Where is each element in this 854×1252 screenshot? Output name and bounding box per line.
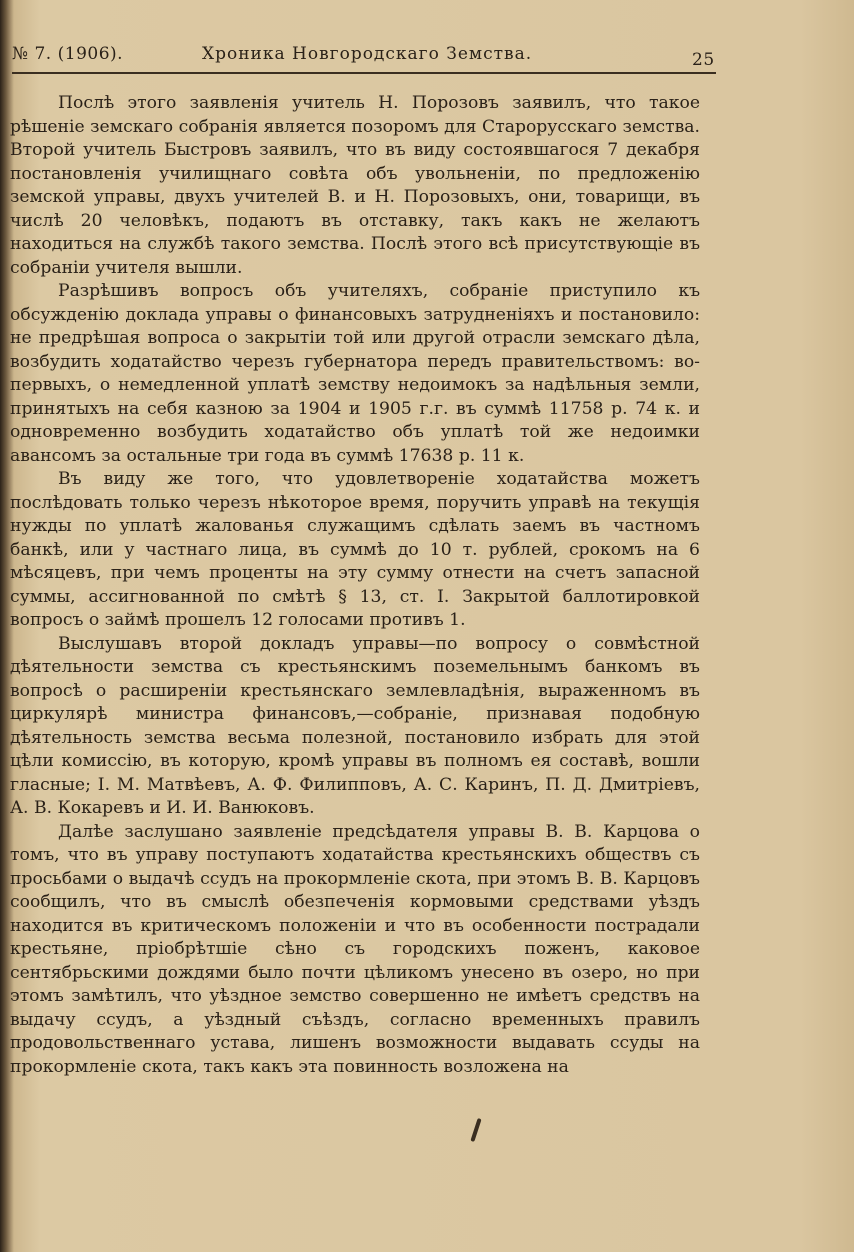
paragraph: Разрѣшивъ вопросъ объ учителяхъ, собраніе приступило къ обсужденію доклада управы о финансовыхъ затрудненіяхъ и постановило: не предрѣшая вопроса о закрытіи той или другой отрасли земскаго дѣла, возбудить ходатайство черезъ губернатора передъ правительствомъ: во-первыхъ, о немедленной уплатѣ земству недоимокъ за надѣльныя земли, принятыхъ на себя казною за 1904 и 1905 г.г. въ суммѣ 11758 р. 74 к. и одновременно возбудить ходатайство объ уплатѣ той же недоимки авансомъ за остальные три года въ суммѣ 17638 р. 11 к. [10, 281, 700, 466]
page-number: 25 [692, 50, 715, 70]
paragraph: Выслушавъ второй докладъ управы—по вопросу о совмѣстной дѣятельности земства съ крестьянскимъ поземельнымъ банкомъ въ вопросѣ о расширеніи крестьянскаго землевладѣнія, выраженномъ въ циркулярѣ министра финансовъ,—собраніе, признавая подобную дѣятельность земства весьма полезной, постановило избрать для этой цѣли комиссію, въ которую, кромѣ управы въ полномъ ея составѣ, вошли гласные; I. М. Матвѣевъ, А. Ф. Филипповъ, А. С. Каринъ, П. Д. Дмитріевъ, А. В. Кокаревъ и И. И. Ванюковъ. [10, 633, 700, 818]
paragraph: Въ виду же того, что удовлетвореніе ходатайства можетъ послѣдовать только черезъ нѣкоторое время, поручить управѣ на текущія нужды по уплатѣ жалованья служащимъ сдѣлать заемъ въ частномъ банкѣ, или у частнаго лица, въ суммѣ до 10 т. рублей, срокомъ на 6 мѣсяцевъ, при чемъ проценты на эту сумму отнести на счетъ запасной суммы, ассигнованной по смѣтѣ § 13, ст. I. Закрытой баллотировкой вопросъ о займѣ прошелъ 12 голосами противъ 1. [10, 469, 700, 630]
body-text [10, 92, 700, 1079]
running-header [12, 44, 715, 74]
header-rule [12, 72, 716, 74]
issue-number: № 7. (1906). [12, 44, 124, 64]
paragraph: Послѣ этого заявленія учитель Н. Порозовъ заявилъ, что такое рѣшеніе земскаго собранія является позоромъ для Старорусскаго земства. Второй учитель Быстровъ заявилъ, что въ виду состоявшагося 7 декабря постановленія училищнаго совѣта объ увольненіи, по предложенію земской управы, двухъ учителей В. и Н. Порозовыхъ, они, товарищи, въ числѣ 20 человѣкъ, подаютъ въ отставку, такъ какъ не желаютъ находиться на службѣ такого земства. Послѣ этого всѣ присутствующіе въ собраніи учителя вышли. [10, 93, 700, 278]
journal-title: Хроника Новгородскаго Земства. [202, 44, 533, 64]
paragraph: Далѣе заслушано заявленіе предсѣдателя управы В. В. Карцова о томъ, что въ управу поступаютъ ходатайства крестьянскихъ обществъ съ просьбами о выдачѣ ссудъ на прокормленіе скота, при этомъ В. В. Карцовъ сообщилъ, что въ смыслѣ обезпеченія кормовыми средствами уѣздъ находится въ критическомъ положеніи и что въ особенности пострадали крестьяне, пріобрѣтшіе сѣно съ городскихъ поженъ, каковое сентябрьскими дождями было почти цѣликомъ унесено въ озеро, но при этомъ замѣтилъ, что уѣздное земство совершенно не имѣетъ средствъ на выдачу ссудъ, а уѣздный съѣздъ, согласно временныхъ правилъ продовольственнаго устава, лишенъ возможности выдавать ссуды на прокормленіе скота, такъ какъ эта повинность возложена на [10, 821, 700, 1077]
ink-mark [470, 1118, 481, 1142]
